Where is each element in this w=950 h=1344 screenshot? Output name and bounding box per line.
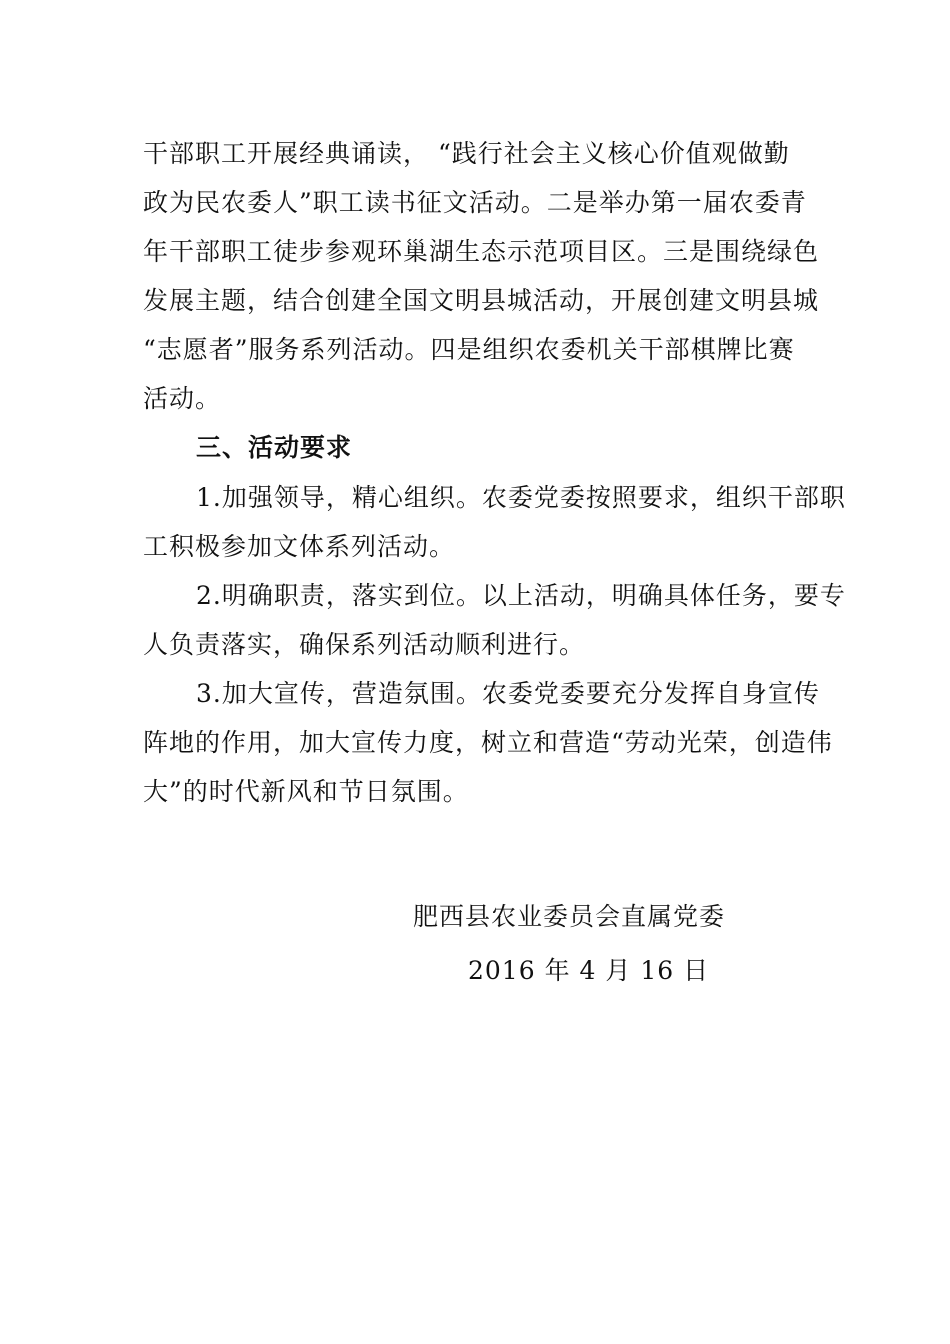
signature-organization: 肥西县农业委员会直属党委 bbox=[413, 902, 726, 931]
paragraph-line: “志愿者”服务系列活动。四是组织农委机关干部棋牌比赛 bbox=[143, 335, 795, 364]
requirement-item-2: 2.明确职责，落实到位。以上活动，明确具体任务，要专 bbox=[196, 581, 846, 610]
signature-date: 2016 年 4 月 16 日 bbox=[468, 956, 710, 985]
paragraph-line: 大”的时代新风和节日氛围。 bbox=[143, 777, 469, 806]
paragraph-line: 人负责落实，确保系列活动顺利进行。 bbox=[143, 630, 586, 659]
requirement-item-3: 3.加大宣传，营造氛围。农委党委要充分发挥自身宣传 bbox=[196, 679, 820, 708]
paragraph-line: 干部职工开展经典诵读， “践行社会主义核心价值观做勤 bbox=[143, 139, 790, 168]
requirement-item-1: 1.加强领导，精心组织。农委党委按照要求，组织干部职 bbox=[196, 483, 846, 512]
paragraph-line: 活动。 bbox=[143, 384, 222, 413]
paragraph-line: 阵地的作用，加大宣传力度，树立和营造“劳动光荣，创造伟 bbox=[143, 728, 833, 757]
paragraph-line: 政为民农委人”职工读书征文活动。二是举办第一届农委青 bbox=[143, 188, 807, 217]
section-heading: 三、活动要求 bbox=[196, 433, 353, 462]
paragraph-line: 工积极参加文体系列活动。 bbox=[143, 532, 456, 561]
paragraph-line: 年干部职工徒步参观环巢湖生态示范项目区。三是围绕绿色 bbox=[143, 237, 820, 266]
paragraph-line: 发展主题，结合创建全国文明县城活动，开展创建文明县城 bbox=[143, 286, 820, 315]
